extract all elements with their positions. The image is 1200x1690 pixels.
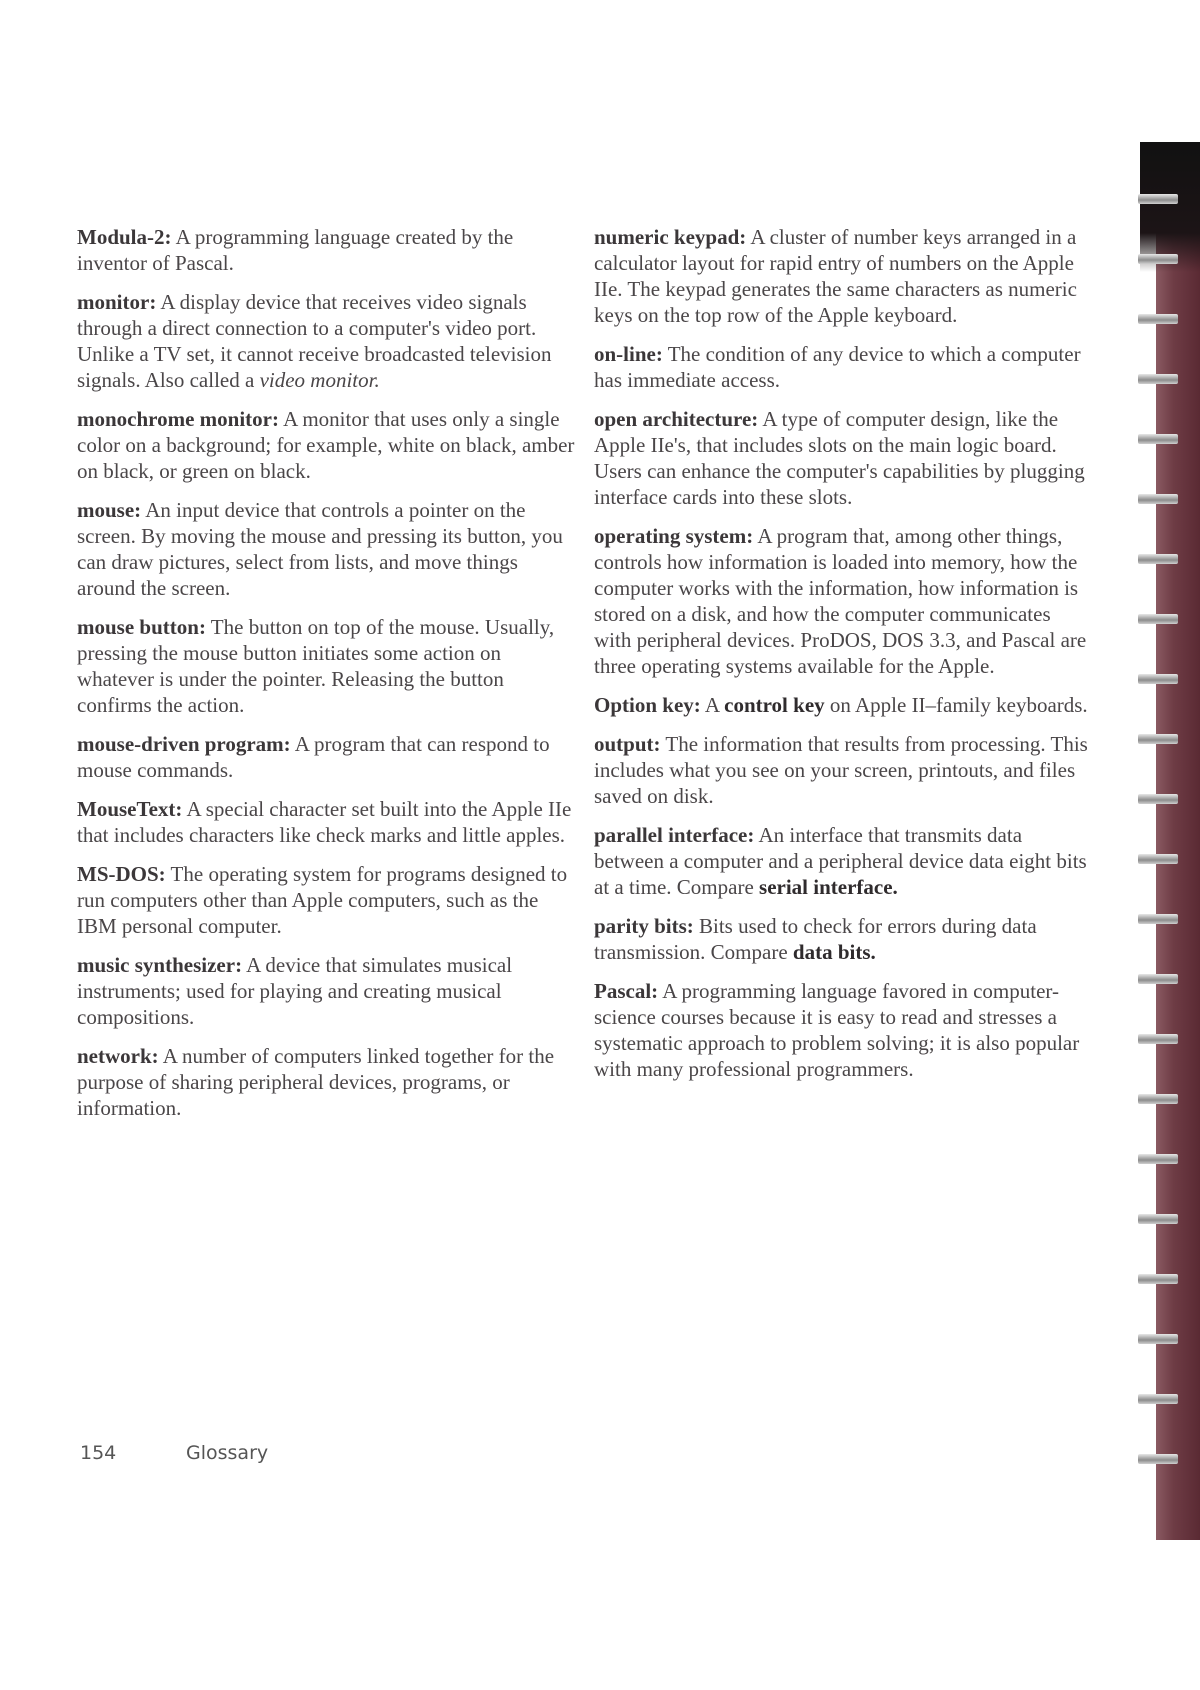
glossary-definition: A number of computers linked together for the purpose of sharing peripheral devices, programs, or information. xyxy=(77,1044,555,1120)
glossary-entry xyxy=(77,497,577,601)
glossary-term: monitor: xyxy=(77,290,157,314)
glossary-entry xyxy=(77,952,577,1030)
glossary-entry xyxy=(594,224,1092,328)
binding-ring xyxy=(1138,494,1178,504)
binding-ring xyxy=(1138,1394,1178,1404)
spiral-binding xyxy=(1138,142,1200,1540)
glossary-column-left xyxy=(77,224,577,1134)
glossary-term: mouse button: xyxy=(77,615,206,639)
binding-ring xyxy=(1138,1454,1178,1464)
glossary-term: Option key: xyxy=(594,693,701,717)
glossary-term: open architecture: xyxy=(594,407,759,431)
section-title: Glossary xyxy=(186,1442,269,1464)
binding-ring xyxy=(1138,914,1178,924)
glossary-definition: on Apple II–family keyboards. xyxy=(824,693,1088,717)
cross-reference: control key xyxy=(724,693,825,717)
glossary-term: parallel interface: xyxy=(594,823,755,847)
glossary-entry xyxy=(594,822,1092,900)
binding-ring xyxy=(1138,1034,1178,1044)
glossary-entry xyxy=(77,731,577,783)
glossary-entry xyxy=(594,523,1092,679)
glossary-entry xyxy=(594,913,1092,965)
glossary-definition: A monitor that uses only a single color on a background; for example, white on black, amber on black, or green on black. xyxy=(77,407,575,483)
binding-ring xyxy=(1138,314,1178,324)
glossary-entry xyxy=(77,406,577,484)
glossary-definition: A cluster of number keys arranged in a calculator layout for rapid entry of numbers on the Apple IIe. The keypad generates the same characters as numeric keys on the top row of the Apple keyboard. xyxy=(594,225,1077,327)
page-edge xyxy=(1156,142,1200,1540)
glossary-entry xyxy=(77,224,577,276)
binding-ring xyxy=(1138,854,1178,864)
glossary-definition: The button on top of the mouse. Usually, pressing the mouse button initiates some action on whatever is under the pointer. Releasing the button confirms the action. xyxy=(77,615,555,717)
binding-ring xyxy=(1138,734,1178,744)
glossary-term: operating system: xyxy=(594,524,754,548)
glossary-column-right xyxy=(594,224,1092,1095)
glossary-definition: A program that can respond to mouse commands. xyxy=(77,732,550,782)
binding-ring xyxy=(1138,1274,1178,1284)
glossary-alias: video monitor. xyxy=(259,368,380,392)
glossary-definition: An input device that controls a pointer on the screen. By moving the mouse and pressing its button, you can draw pictures, select from lists, and move things around the screen. xyxy=(77,498,563,600)
binding-ring xyxy=(1138,1094,1178,1104)
glossary-term: mouse: xyxy=(77,498,142,522)
glossary-entry xyxy=(594,978,1092,1082)
glossary-term: on-line: xyxy=(594,342,663,366)
binding-ring xyxy=(1138,194,1178,204)
glossary-term: music synthesizer: xyxy=(77,953,243,977)
binding-ring xyxy=(1138,674,1178,684)
glossary-term: Modula-2: xyxy=(77,225,172,249)
glossary-definition: The information that results from processing. This includes what you see on your screen, printouts, and files saved on disk. xyxy=(594,732,1088,808)
glossary-term: monochrome monitor: xyxy=(77,407,279,431)
glossary-entry xyxy=(77,861,577,939)
glossary-term: parity bits: xyxy=(594,914,694,938)
glossary-entry xyxy=(77,796,577,848)
glossary-definition: A special character set built into the Apple IIe that includes characters like check marks and little apples. xyxy=(77,797,572,847)
glossary-definition: A display device that receives video signals through a direct connection to a computer's video port. Unlike a TV set, it cannot receive broadcasted television signals. Also called a xyxy=(77,290,552,392)
glossary-entry xyxy=(594,406,1092,510)
binding-ring xyxy=(1138,374,1178,384)
glossary-entry xyxy=(594,692,1092,718)
binding-ring xyxy=(1138,794,1178,804)
glossary-entry xyxy=(594,731,1092,809)
glossary-term: output: xyxy=(594,732,661,756)
cross-reference: data bits. xyxy=(792,940,876,964)
glossary-entry xyxy=(77,614,577,718)
glossary-term: Pascal: xyxy=(594,979,659,1003)
cross-reference: serial interface. xyxy=(759,875,898,899)
glossary-term: mouse-driven program: xyxy=(77,732,291,756)
glossary-term: MouseText: xyxy=(77,797,183,821)
glossary-definition: A xyxy=(700,693,725,717)
glossary-definition: A type of computer design, like the Apple IIe's, that includes slots on the main logic board. Users can enhance the computer's capabilities by plugging interface cards into these slots. xyxy=(594,407,1085,509)
binding-ring xyxy=(1138,434,1178,444)
glossary-entry xyxy=(77,1043,577,1121)
glossary-term: MS-DOS: xyxy=(77,862,166,886)
glossary-definition: The condition of any device to which a computer has immediate access. xyxy=(594,342,1081,392)
binding-ring xyxy=(1138,1334,1178,1344)
binding-ring xyxy=(1138,974,1178,984)
glossary-definition: The operating system for programs designed to run computers other than Apple computers, such as the IBM personal computer. xyxy=(77,862,568,938)
glossary-definition: An interface that transmits data between a computer and a peripheral device data eight bits at a time. Compare xyxy=(594,823,1087,899)
glossary-entry xyxy=(594,341,1092,393)
binding-shadow xyxy=(1140,142,1200,272)
binding-ring xyxy=(1138,1154,1178,1164)
glossary-definition: A device that simulates musical instruments; used for playing and creating musical compositions. xyxy=(77,953,513,1029)
glossary-definition: A program that, among other things, controls how information is loaded into memory, how the computer works with the information, how information is stored on a disk, and how the computer communicates with peripheral devices. ProDOS, DOS 3.3, and Pascal are three operating systems available for the Apple. xyxy=(594,524,1087,678)
page-number: 154 xyxy=(80,1442,117,1464)
glossary-definition: A programming language created by the inventor of Pascal. xyxy=(77,225,514,275)
binding-ring xyxy=(1138,254,1178,264)
glossary-term: numeric keypad: xyxy=(594,225,747,249)
glossary-definition: Bits used to check for errors during data transmission. Compare xyxy=(594,914,1037,964)
page-footer xyxy=(80,1442,268,1464)
glossary-entry xyxy=(77,289,577,393)
binding-ring xyxy=(1138,554,1178,564)
glossary-definition: A programming language favored in computer-science courses because it is easy to read and stresses a systematic approach to problem solving; it is also popular with many professional programmers. xyxy=(594,979,1080,1081)
binding-ring xyxy=(1138,614,1178,624)
glossary-term: network: xyxy=(77,1044,159,1068)
binding-ring xyxy=(1138,1214,1178,1224)
